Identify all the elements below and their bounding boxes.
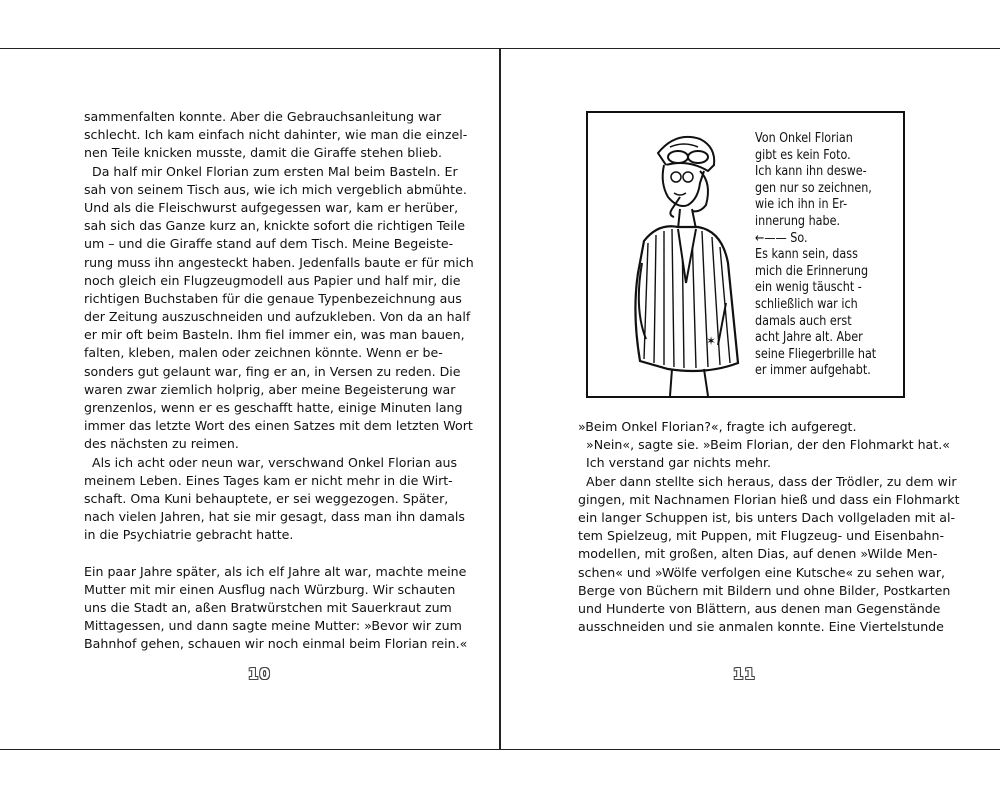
text-line: Mittagessen, und dann sagte meine Mutter: »Bevor wir zum <box>84 618 462 634</box>
text-line: uns die Stadt an, aßen Bratwürstchen mit Sauerkraut zum <box>84 600 452 616</box>
text-line: Als ich acht oder neun war, verschwand Onkel Florian aus <box>84 454 458 470</box>
handwritten-caption <box>755 131 884 380</box>
caption-line: seine Fliegerbrille hat <box>755 346 877 362</box>
book-spread <box>0 48 1000 750</box>
text-line: sonders gut gelaunt war, fing er an, in Versen zu reden. Die <box>84 363 461 379</box>
text-line: der Zeitung auszuschneiden und aufzukleben. Von da an half <box>84 309 471 325</box>
left-page-text <box>84 108 474 654</box>
text-line: des nächsten zu reimen. <box>84 436 239 452</box>
caption-line: ein wenig täuscht - <box>755 280 862 296</box>
text-line: schaft. Oma Kuni behauptete, er sei weggezogen. Später, <box>84 490 449 506</box>
text-line <box>84 545 439 563</box>
text-line: er mir oft beim Basteln. Ihm fiel immer ein, was man bauen, <box>84 327 465 343</box>
text-line: Mutter mit mir einen Ausflug nach Würzburg. Wir schauten <box>84 581 456 597</box>
caption-line: innerung habe. <box>755 213 841 229</box>
text-line: Da half mir Onkel Florian zum ersten Mal beim Basteln. Er <box>84 163 458 179</box>
caption-line: ←—— So. <box>755 230 808 246</box>
text-line: immer das letzte Wort des einen Satzes mit dem letzten Wort <box>84 418 473 434</box>
left-page <box>0 49 499 749</box>
text-line: Ein paar Jahre später, als ich elf Jahre alt war, machte meine <box>84 563 467 579</box>
caption-line: wie ich ihn in Er- <box>755 197 848 213</box>
text-line: tem Spielzeug, mit Puppen, mit Flugzeug- und Eisenbahn- <box>578 528 945 544</box>
right-page-text <box>578 418 960 636</box>
text-line: sah von seinem Tisch aus, wie ich mich vergeblich abmühte. <box>84 181 467 197</box>
caption-line: er immer aufgehabt. <box>755 363 871 379</box>
text-line: falten, kleben, malen oder zeichnen könnte. Wenn er be- <box>84 345 443 361</box>
text-line: Berge von Büchern mit Bildern und ohne Bilder, Postkarten <box>578 582 951 598</box>
caption-line: schließlich war ich <box>755 296 858 312</box>
text-line: ausschneiden und sie anmalen konnte. Eine Viertelstunde <box>578 619 944 635</box>
text-line: »Nein«, sagte sie. »Beim Florian, der den Flohmarkt hat.« <box>578 437 950 453</box>
text-line: sammenfalten konnte. Aber die Gebrauchsanleitung war <box>84 109 442 124</box>
right-page <box>501 49 1000 749</box>
illustration-frame <box>586 111 905 398</box>
caption-line: damals auch erst <box>755 313 852 329</box>
caption-line: gibt es kein Foto. <box>755 147 851 163</box>
text-line: ein langer Schuppen ist, bis unters Dach vollgeladen mit al- <box>578 509 956 525</box>
caption-line: mich die Erinnerung <box>755 263 869 279</box>
text-line: und Hunderte von Blättern, aus denen man Gegenstände <box>578 600 941 616</box>
text-line: Aber dann stellte sich heraus, dass der Trödler, zu dem wir <box>578 473 957 489</box>
text-line: waren zwar ziemlich holprig, aber meine Begeisterung war <box>84 381 456 397</box>
text-line: nen Teile knicken musste, damit die Giraffe stehen blieb. <box>84 145 443 161</box>
text-line: rung muss ihn angesteckt haben. Jedenfalls baute er für mich <box>84 254 474 270</box>
caption-line: Von Onkel Florian <box>755 131 853 146</box>
text-line: in die Psychiatrie gebracht hatte. <box>84 527 294 543</box>
text-line: gingen, mit Nachnamen Florian hieß und dass ein Flohmarkt <box>578 491 960 507</box>
svg-text:✶: ✶ <box>706 334 717 348</box>
text-line: nach vielen Jahren, hat sie mir gesagt, dass man ihn damals <box>84 509 465 525</box>
text-line: meinem Leben. Eines Tages kam er nicht mehr in die Wirt- <box>84 472 453 488</box>
onkel-florian-drawing <box>588 113 758 396</box>
caption-line: Es kann sein, dass <box>755 247 858 263</box>
page-number-left: 10 <box>248 665 271 683</box>
text-line: schlecht. Ich kam einfach nicht dahinter, wie man die einzel- <box>84 127 468 143</box>
text-line: Ich verstand gar nichts mehr. <box>578 455 772 471</box>
caption-line: Ich kann ihn deswe- <box>755 164 867 180</box>
text-line: richtigen Buchstaben für die genaue Typenbezeichnung aus <box>84 290 462 306</box>
text-line: um – und die Giraffe stand auf dem Tisch. Meine Begeiste- <box>84 236 454 252</box>
text-line: noch gleich ein Flugzeugmodell aus Papier und half mir, die <box>84 272 461 288</box>
caption-line: gen nur so zeichnen, <box>755 180 872 196</box>
text-line: schen« und »Wölfe verfolgen eine Kutsche« zu sehen war, <box>578 564 946 580</box>
text-line: sah sich das Ganze kurz an, knickte sofort die richtigen Teile <box>84 218 465 234</box>
text-line: Bahnhof gehen, schauen wir noch einmal beim Florian rein.« <box>84 636 468 652</box>
text-line: »Beim Onkel Florian?«, fragte ich aufgeregt. <box>578 419 857 434</box>
text-line: grenzenlos, wenn er es geschafft hatte, einige Minuten lang <box>84 400 463 415</box>
caption-line: acht Jahre alt. Aber <box>755 330 863 346</box>
page-number-right: 11 <box>733 665 756 683</box>
text-line: modellen, mit großen, alten Dias, auf denen »Wilde Men- <box>578 546 938 562</box>
text-line: Und als die Fleischwurst aufgegessen war, kam er herüber, <box>84 199 459 215</box>
